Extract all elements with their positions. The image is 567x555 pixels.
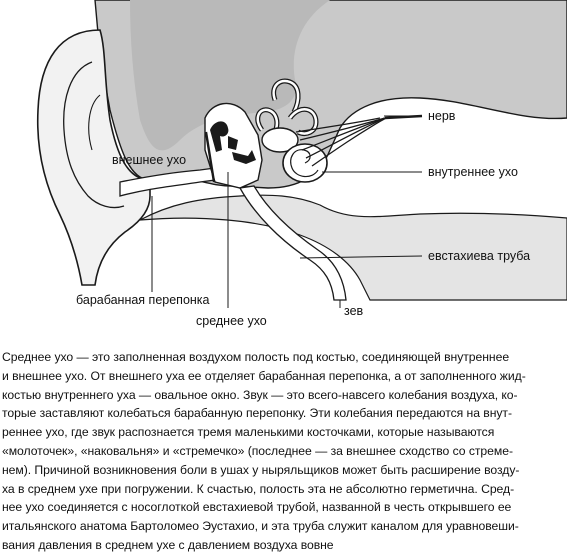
label-nerve: нерв: [428, 109, 456, 123]
label-outer-ear: внешнее ухо: [112, 153, 187, 167]
label-eustachian-tube: евстахиева труба: [428, 249, 531, 263]
caption-line: реннее ухо, где звук распознается тремя маленькими косточками, которые называются: [2, 425, 495, 440]
caption-line: и внешнее ухо. От внешнего уха ее отделяет барабанная перепонка, а от заполненного жид-: [2, 368, 526, 383]
caption-line: ха в среднем ухе при погружении. К счастью, полость эта не абсолютно герметична. Сред-: [2, 481, 515, 496]
label-eardrum: барабанная перепонка: [76, 293, 210, 307]
caption-line: костью внутреннего уха — овальное окно. Звук — это всего-навсего колебания воздуха, ко-: [2, 387, 518, 402]
caption-line: нее ухо соединяется с носоглоткой евстахиевой трубой, названной в честь открывшего ее: [2, 500, 512, 515]
caption-line: торые заставляют колебаться барабанную перепонку. Эти колебания передаются на внут-: [2, 406, 512, 421]
caption-line: Среднее ухо — это заполненная воздухом полость под костью, соединяющей внутреннее: [2, 350, 510, 364]
label-throat: зев: [344, 304, 364, 318]
label-middle-ear: среднее ухо: [196, 314, 267, 328]
soft-tissue: [140, 195, 567, 300]
caption-text: [2, 348, 567, 555]
label-inner-ear: внутреннее ухо: [428, 165, 518, 179]
caption-line: нем). Причиной возникновения боли в ушах у ныряльщиков может быть расширение возду-: [2, 462, 520, 477]
caption-line: вания давления в среднем ухе с давлением воздуха вовне: [2, 537, 334, 552]
caption-line: итальянского анатома Бартоломео Эустахио, и эта труба служит каналом для уравновеши-: [2, 519, 519, 534]
caption-line: «молоточек», «наковальня» и «стремечко» (последнее — за внешнее сходство со стреме-: [2, 443, 513, 458]
